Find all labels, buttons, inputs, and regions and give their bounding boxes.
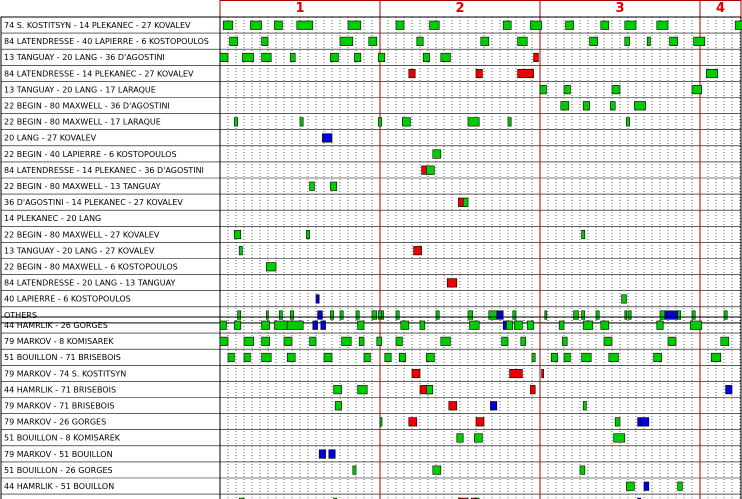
shift-bar-even <box>692 85 702 94</box>
shift-bar-even <box>423 53 429 62</box>
shift-bar-even <box>330 311 333 320</box>
period-label-3: 3 <box>615 1 625 16</box>
shift-bar-even <box>266 311 268 320</box>
shift-bar-red <box>510 369 523 378</box>
shift-bar-even <box>626 482 634 491</box>
shift-bar-even <box>545 311 547 320</box>
shift-bar-even <box>234 321 240 330</box>
shift-bar-even <box>385 353 391 362</box>
row-forwards <box>4 150 742 159</box>
shift-bar-even <box>582 230 585 239</box>
shift-bar-even <box>396 337 402 346</box>
shift-bar-even <box>262 321 270 330</box>
shift-bar-even <box>262 337 270 346</box>
shift-bar-even <box>721 337 729 346</box>
shift-bar-even <box>358 385 368 394</box>
shift-bar-pp <box>503 321 506 330</box>
shift-bar-even <box>564 353 570 362</box>
shift-bar-pp <box>641 418 649 427</box>
row-defense <box>4 337 742 346</box>
shift-bar-even <box>330 182 336 191</box>
period-label-1: 1 <box>295 1 305 16</box>
shift-bar-even <box>220 53 228 62</box>
shift-bar-even <box>358 321 364 330</box>
row-label: 22 BEGIN - 80 MAXWELL - 13 TANGUAY <box>4 182 161 191</box>
shift-bar-pp <box>322 134 332 143</box>
row-label: 36 D'AGOSTINI - 14 PLEKANEC - 27 KOVALEV <box>4 198 183 208</box>
shift-bar-even <box>262 353 272 362</box>
shift-bar-red <box>447 279 457 288</box>
shift-bar-red <box>476 69 482 78</box>
shift-bar-even <box>609 353 619 362</box>
shift-bar-even <box>238 311 241 320</box>
shift-bar-red <box>409 418 417 427</box>
shift-bar-even <box>580 466 585 475</box>
shift-bar-even <box>433 150 441 159</box>
shift-bar-even <box>441 53 451 62</box>
shift-bar-even <box>250 21 261 30</box>
shift-bar-even <box>234 118 237 127</box>
row-label: 84 LATENDRESSE - 40 LAPIERRE - 6 KOSTOPOULOS <box>4 37 209 47</box>
shift-bar-pp <box>313 321 318 330</box>
row-label: 51 BOUILLON - 26 GORGES <box>4 465 113 475</box>
shift-bar-even <box>625 37 630 46</box>
shift-bar-even <box>348 21 361 30</box>
shift-bar-even <box>262 53 272 62</box>
period-label-2: 2 <box>455 1 465 16</box>
shift-bar-even <box>474 434 482 443</box>
shift-bar-even <box>382 311 384 320</box>
shift-bar-even <box>647 37 650 46</box>
row-label: 51 BOUILLON - 8 KOMISAREK <box>4 433 121 443</box>
shift-bar-pp <box>318 311 323 320</box>
row-label: 44 HAMRLIK - 26 GORGES <box>4 321 108 330</box>
shift-bar-even <box>242 53 253 62</box>
shift-bar-even <box>463 198 468 207</box>
row-label: 13 TANGUAY - 20 LANG - 27 KOVALEV <box>4 246 155 256</box>
shift-bar-even <box>420 321 425 330</box>
shift-bar-red <box>476 418 484 427</box>
shift-bar-even <box>694 37 705 46</box>
shift-bar-even <box>562 337 567 346</box>
row-label: 79 MARKOV - 26 GORGES <box>4 417 107 427</box>
period-label-4: 4 <box>715 1 726 16</box>
row-label: 22 BEGIN - 80 MAXWELL - 17 LARAQUE <box>4 117 161 127</box>
shift-bar-even <box>513 311 516 320</box>
row-defense <box>4 321 742 330</box>
row-label: 22 BEGIN - 80 MAXWELL - 27 KOVALEV <box>4 230 160 240</box>
row-label: OTHERS <box>4 310 37 320</box>
row-label: 22 BEGIN - 80 MAXWELL - 6 KOSTOPOULOS <box>4 262 178 272</box>
shift-bar-even <box>378 118 381 127</box>
row-forwards <box>4 246 422 255</box>
shift-bar-even <box>430 21 440 30</box>
shift-bar-even <box>396 311 399 320</box>
shift-bar-even <box>274 21 282 30</box>
row-defense <box>4 466 742 475</box>
shift-bar-red <box>412 369 420 378</box>
shift-bar-even <box>628 311 631 320</box>
shift-bar-even <box>514 321 522 330</box>
shift-bar-even <box>297 21 313 30</box>
shift-bar-even <box>601 21 609 30</box>
shift-bar-pp <box>316 295 319 304</box>
shift-bar-even <box>508 118 511 127</box>
shift-bar-even <box>692 311 695 320</box>
shift-bar-even <box>441 337 451 346</box>
row-defense <box>4 353 721 362</box>
row-label: 13 TANGUAY - 20 LANG - 17 LARAQUE <box>4 85 156 95</box>
shift-bar-pp <box>490 402 496 411</box>
shift-bar-even <box>625 21 636 30</box>
shift-bar-even <box>223 21 233 30</box>
row-defense <box>4 402 742 411</box>
shift-bar-even <box>711 353 721 362</box>
shift-bar-even <box>551 353 557 362</box>
period-labels <box>295 1 725 16</box>
shift-bar-even <box>574 311 579 320</box>
row-label: 84 LATENDRESSE - 14 PLEKANEC - 27 KOVALEV <box>4 69 194 79</box>
shift-bar-even <box>324 353 332 362</box>
shift-bar-even <box>220 337 228 346</box>
row-label: 22 BEGIN - 40 LAPIERRE - 6 KOSTOPOULOS <box>4 149 177 159</box>
shift-bar-even <box>590 37 598 46</box>
row-label: 79 MARKOV - 71 BRISEBOIS <box>4 401 115 411</box>
shift-bar-even <box>530 21 541 30</box>
row-forwards <box>4 311 742 320</box>
shift-bar-even <box>614 434 625 443</box>
row-forwards <box>4 166 434 175</box>
shift-bar-even <box>615 418 620 427</box>
shift-bar-even <box>287 321 303 330</box>
row-defense <box>4 450 742 459</box>
shift-bar-even <box>377 337 382 346</box>
shift-bar-even <box>489 311 497 320</box>
shift-bar-even <box>402 118 410 127</box>
shift-bar-even <box>306 230 309 239</box>
row-label: 79 MARKOV - 74 S. KOSTITSYN <box>4 369 127 379</box>
shift-bar-even <box>506 321 512 330</box>
shift-bar-even <box>433 466 441 475</box>
row-label: 79 MARKOV - 8 KOMISAREK <box>4 337 114 347</box>
shift-bar-even <box>426 166 434 175</box>
row-forwards <box>4 37 705 46</box>
shift-bar-red <box>530 385 535 394</box>
row-label: 84 LATENDRESSE - 20 LANG - 13 TANGUAY <box>4 278 176 288</box>
shift-bar-even <box>399 353 405 362</box>
shift-bar-pp <box>644 482 649 491</box>
shift-bar-even <box>279 311 282 320</box>
row-forwards <box>4 102 646 111</box>
row-label: 84 LATENDRESSE - 14 PLEKANEC - 36 D'AGOSTINI <box>4 165 204 175</box>
shift-bar-even <box>287 353 295 362</box>
shift-bar-pp <box>665 311 678 320</box>
shift-bar-even <box>566 21 574 30</box>
shift-bar-even <box>521 337 526 346</box>
shift-bar-even <box>678 311 681 320</box>
shift-bar-even <box>634 102 645 111</box>
row-forwards <box>4 279 457 288</box>
shift-bar-even <box>654 353 662 362</box>
shift-bar-even <box>502 337 508 346</box>
shift-bar-even <box>335 402 341 411</box>
dotted-gridlines <box>228 317 740 499</box>
shift-bar-even <box>518 37 528 46</box>
shift-bar-even <box>334 385 342 394</box>
shift-bar-red <box>449 402 457 411</box>
row-label: 44 HAMRLIK - 71 BRISEBOIS <box>4 385 117 395</box>
shift-bar-red <box>542 369 544 378</box>
shift-bar-even <box>481 37 489 46</box>
shift-bar-even <box>228 353 234 362</box>
shift-bar-even <box>735 21 742 30</box>
shift-bar-even <box>668 337 676 346</box>
shift-bar-even <box>310 337 316 346</box>
shift-bar-even <box>690 321 701 330</box>
row-forwards <box>4 21 742 30</box>
shift-bar-even <box>601 321 609 330</box>
row-forwards <box>4 69 742 78</box>
shift-bar-even <box>364 353 370 362</box>
shift-bar-even <box>310 182 315 191</box>
shift-bar-even <box>417 37 423 46</box>
shift-bar-pp <box>726 385 732 394</box>
row-forwards <box>4 182 337 191</box>
shift-bar-even <box>340 37 353 46</box>
shift-bar-even <box>372 311 377 320</box>
shift-bar-even <box>290 311 293 320</box>
shift-bar-even <box>274 321 287 330</box>
shift-bar-even <box>396 21 404 30</box>
shift-bar-even <box>564 85 570 94</box>
row-forwards <box>4 198 468 207</box>
row-label: 51 BOUILLON - 71 BRISEBOIS <box>4 353 121 363</box>
row-forwards <box>4 85 742 94</box>
row-defense <box>4 385 742 394</box>
row-label: 14 PLEKANEC - 20 LANG <box>4 214 102 224</box>
shift-bar-red <box>414 246 422 255</box>
shift-bar-even <box>503 21 511 30</box>
shift-bar-even <box>354 53 360 62</box>
row-label: 22 BEGIN - 80 MAXWELL - 36 D'AGOSTINI <box>4 101 170 111</box>
shift-bar-even <box>612 85 620 94</box>
row-label: 44 HAMRLIK - 51 BOUILLON <box>4 482 115 491</box>
section-forwards <box>1 0 742 323</box>
shift-bar-even <box>369 37 377 46</box>
shift-bar-even <box>234 230 240 239</box>
row-forwards <box>4 53 538 62</box>
shift-bar-pp <box>497 311 503 320</box>
row-label: 40 LAPIERRE - 6 KOSTOPOULOS <box>4 294 131 304</box>
shift-bar-even <box>622 295 627 304</box>
shift-bar-even <box>470 321 480 330</box>
shift-bar-even <box>342 337 352 346</box>
shift-bar-even <box>380 418 382 427</box>
row-label: 74 S. KOSTITSYN - 14 PLEKANEC - 27 KOVALEV <box>4 21 191 30</box>
shift-bar-even <box>266 263 276 272</box>
shift-bar-even <box>220 321 226 330</box>
shift-bar-even <box>583 102 589 111</box>
shift-bar-even <box>559 321 564 330</box>
shift-bar-red <box>534 53 539 62</box>
row-forwards <box>4 230 585 239</box>
row-forwards <box>4 134 742 143</box>
shift-bar-even <box>300 118 303 127</box>
chart-sections <box>1 0 742 499</box>
shift-bar-even <box>426 353 434 362</box>
shift-bar-even <box>244 353 250 362</box>
shift-bar-even <box>670 37 678 46</box>
row-defense <box>4 434 625 443</box>
shift-bar-even <box>230 37 238 46</box>
shift-bar-even <box>527 321 533 330</box>
row-defense <box>4 482 682 491</box>
shift-bar-even <box>330 53 338 62</box>
row-label: 79 MARKOV - 51 BOUILLON <box>4 449 113 459</box>
shift-bar-red <box>518 69 534 78</box>
shift-bar-even <box>262 37 268 46</box>
shift-bar-even <box>356 311 359 320</box>
shift-bar-even <box>353 466 356 475</box>
row-forwards <box>4 295 626 304</box>
shift-bar-even <box>239 246 242 255</box>
shift-bar-even <box>290 53 295 62</box>
shift-bar-even <box>660 311 665 320</box>
shift-bar-even <box>378 53 384 62</box>
shift-bar-even <box>359 337 364 346</box>
row-label: 20 LANG - 27 KOVALEV <box>4 133 97 143</box>
shift-bar-even <box>457 434 463 443</box>
shift-bar-even <box>626 118 629 127</box>
shift-bar-even <box>582 353 592 362</box>
shift-bar-even <box>678 482 683 491</box>
shift-bar-even <box>532 353 535 362</box>
shift-bar-even <box>610 102 615 111</box>
row-forwards <box>4 214 742 223</box>
shift-bar-even <box>596 311 599 320</box>
dotted-gridlines <box>228 17 740 323</box>
shift-bar-even <box>436 311 439 320</box>
row-defense <box>4 369 742 378</box>
row-forwards <box>4 263 276 272</box>
shift-bar-even <box>244 337 254 346</box>
shift-bar-even <box>561 102 569 111</box>
shift-bar-red <box>409 69 415 78</box>
shift-bar-even <box>582 311 585 320</box>
row-defense <box>4 418 649 427</box>
shift-bar-even <box>468 311 473 320</box>
shift-bar-even <box>284 337 292 346</box>
shift-bar-even <box>657 321 663 330</box>
shift-bar-even <box>706 69 717 78</box>
shift-bar-pp <box>321 321 326 330</box>
shift-bar-even <box>724 311 727 320</box>
shift-bar-even <box>625 311 627 320</box>
shift-bar-even <box>657 21 668 30</box>
shift-bar-even <box>468 118 479 127</box>
shift-bar-pp <box>319 450 325 459</box>
shift-bar-pp <box>329 450 335 459</box>
shift-bar-even <box>583 402 586 411</box>
shift-bar-even <box>540 85 546 94</box>
shift-bar-even <box>604 337 612 346</box>
shift-bar-even <box>583 321 593 330</box>
section-defense <box>1 317 742 499</box>
row-forwards <box>4 118 742 127</box>
row-label: 13 TANGUAY - 20 LANG - 36 D'AGOSTINI <box>4 53 165 63</box>
shift-bar-even <box>401 321 409 330</box>
shift-bar-even <box>340 311 343 320</box>
shift-bar-even <box>426 385 432 394</box>
